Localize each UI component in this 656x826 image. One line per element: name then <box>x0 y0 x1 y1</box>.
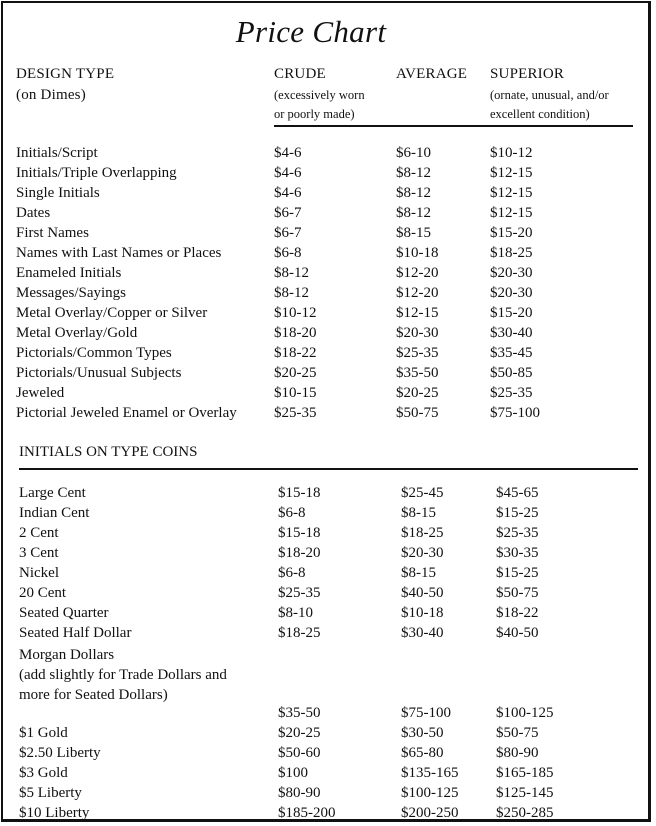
average-price: $10-18 <box>396 245 439 261</box>
crude-header: CRUDE <box>274 66 326 82</box>
crude-price: $18-20 <box>274 325 317 341</box>
table-row <box>0 285 656 305</box>
design-name: Single Initials <box>16 185 100 201</box>
average-price: $12-20 <box>396 285 439 301</box>
table-row <box>0 525 656 545</box>
table-row <box>0 385 656 405</box>
table-row <box>0 765 656 785</box>
coin-name: Seated Quarter <box>19 605 109 621</box>
superior-price: $15-25 <box>496 505 539 521</box>
table-row <box>0 265 656 285</box>
crude-price: $4-6 <box>274 185 302 201</box>
average-price: $12-20 <box>396 265 439 281</box>
coin-name: Large Cent <box>19 485 86 501</box>
coin-name: 20 Cent <box>19 585 67 601</box>
superior-price: $30-35 <box>496 545 539 561</box>
table-row <box>0 645 656 725</box>
design-type-subheader: (on Dimes) <box>16 87 86 103</box>
type-coins-table <box>0 485 656 825</box>
crude-price: $4-6 <box>274 165 302 181</box>
crude-price: $185-200 <box>278 805 336 821</box>
table-row <box>0 165 656 185</box>
header-divider <box>274 125 633 127</box>
coin-name-note-line: more for Seated Dollars) <box>19 687 168 703</box>
crude-price: $25-35 <box>274 405 317 421</box>
coin-name: Seated Half Dollar <box>19 625 132 641</box>
average-price: $6-10 <box>396 145 431 161</box>
superior-price: $50-85 <box>490 365 533 381</box>
average-price: $30-40 <box>401 625 444 641</box>
design-name: Pictorial Jeweled Enamel or Overlay <box>16 405 237 421</box>
crude-subheader-line2: or poorly made) <box>274 107 355 121</box>
superior-price: $15-25 <box>496 565 539 581</box>
average-price: $8-12 <box>396 205 431 221</box>
crude-price: $80-90 <box>278 785 321 801</box>
superior-price: $40-50 <box>496 625 539 641</box>
table-row <box>0 485 656 505</box>
superior-price: $250-285 <box>496 805 554 821</box>
table-row <box>0 625 656 645</box>
design-name: Dates <box>16 205 51 221</box>
average-price: $20-25 <box>396 385 439 401</box>
crude-price: $6-7 <box>274 225 302 241</box>
design-name: Initials/Triple Overlapping <box>16 165 177 181</box>
average-price: $200-250 <box>401 805 459 821</box>
average-price: $65-80 <box>401 745 444 761</box>
design-name: Initials/Script <box>16 145 98 161</box>
crude-price: $18-25 <box>278 625 321 641</box>
crude-price: $4-6 <box>274 145 302 161</box>
superior-price: $20-30 <box>490 265 533 281</box>
table-row <box>0 605 656 625</box>
crude-price: $100 <box>278 765 308 781</box>
table-row <box>0 305 656 325</box>
table-row <box>0 365 656 385</box>
average-price: $40-50 <box>401 585 444 601</box>
table-row <box>0 505 656 525</box>
design-name: Pictorials/Unusual Subjects <box>16 365 182 381</box>
design-name: Jeweled <box>16 385 65 401</box>
crude-price: $8-10 <box>278 605 313 621</box>
design-name: Names with Last Names or Places <box>16 245 222 261</box>
table-row <box>0 405 656 425</box>
crude-price: $10-12 <box>274 305 317 321</box>
crude-price: $8-12 <box>274 285 309 301</box>
table-row <box>0 545 656 565</box>
superior-price: $50-75 <box>496 725 539 741</box>
average-header: AVERAGE <box>396 66 468 82</box>
superior-price: $12-15 <box>490 185 533 201</box>
crude-price: $8-12 <box>274 265 309 281</box>
superior-price: $30-40 <box>490 325 533 341</box>
coin-name: Indian Cent <box>19 505 90 521</box>
coin-name: $1 Gold <box>19 725 68 741</box>
superior-price: $100-125 <box>496 705 554 721</box>
crude-subheader-line1: (excessively worn <box>274 88 365 102</box>
average-price: $10-18 <box>401 605 444 621</box>
superior-price: $10-12 <box>490 145 533 161</box>
table-row <box>0 345 656 365</box>
design-type-header: DESIGN TYPE <box>16 66 115 82</box>
average-price: $100-125 <box>401 785 459 801</box>
average-price: $8-15 <box>401 565 436 581</box>
superior-price: $165-185 <box>496 765 554 781</box>
superior-price: $15-20 <box>490 305 533 321</box>
average-price: $8-15 <box>401 505 436 521</box>
crude-price: $20-25 <box>278 725 321 741</box>
table-row <box>0 725 656 745</box>
design-name: Metal Overlay/Gold <box>16 325 138 341</box>
superior-price: $18-25 <box>490 245 533 261</box>
average-price: $35-50 <box>396 365 439 381</box>
crude-price: $20-25 <box>274 365 317 381</box>
average-price: $18-25 <box>401 525 444 541</box>
superior-price: $35-45 <box>490 345 533 361</box>
crude-price: $35-50 <box>278 705 321 721</box>
average-price: $8-12 <box>396 165 431 181</box>
design-name: Enameled Initials <box>16 265 122 281</box>
average-price: $135-165 <box>401 765 459 781</box>
superior-subheader-line1: (ornate, unusual, and/or <box>490 88 609 102</box>
section-divider <box>19 468 638 470</box>
superior-price: $80-90 <box>496 745 539 761</box>
table-row <box>0 585 656 605</box>
crude-price: $18-22 <box>274 345 317 361</box>
crude-price: $6-8 <box>278 505 306 521</box>
table-row <box>0 245 656 265</box>
crude-price: $6-7 <box>274 205 302 221</box>
superior-price: $12-15 <box>490 165 533 181</box>
design-name: First Names <box>16 225 89 241</box>
page-title: Price Chart <box>235 14 387 49</box>
superior-price: $25-35 <box>496 525 539 541</box>
coin-name: 2 Cent <box>19 525 59 541</box>
average-price: $75-100 <box>401 705 451 721</box>
coin-name-line: Morgan Dollars <box>19 647 115 663</box>
superior-price: $12-15 <box>490 205 533 221</box>
table-row <box>0 145 656 165</box>
table-row <box>0 785 656 805</box>
design-name: Messages/Sayings <box>16 285 126 301</box>
table-row <box>0 745 656 765</box>
table-row <box>0 565 656 585</box>
table-row <box>0 205 656 225</box>
average-price: $12-15 <box>396 305 439 321</box>
design-name: Pictorials/Common Types <box>16 345 172 361</box>
crude-price: $6-8 <box>278 565 306 581</box>
crude-price: $18-20 <box>278 545 321 561</box>
crude-price: $50-60 <box>278 745 321 761</box>
superior-price: $125-145 <box>496 785 554 801</box>
table-row <box>0 185 656 205</box>
average-price: $20-30 <box>401 545 444 561</box>
crude-price: $25-35 <box>278 585 321 601</box>
type-coins-section-title: INITIALS ON TYPE COINS <box>19 444 198 460</box>
superior-subheader-line2: excellent condition) <box>490 107 590 121</box>
coin-name-note-line: (add slightly for Trade Dollars and <box>19 667 227 683</box>
coin-name <box>19 645 227 705</box>
coin-name: $5 Liberty <box>19 785 82 801</box>
superior-price: $18-22 <box>496 605 539 621</box>
crude-price: $15-18 <box>278 485 321 501</box>
coin-name: Nickel <box>19 565 59 581</box>
coin-name: $3 Gold <box>19 765 68 781</box>
superior-price: $25-35 <box>490 385 533 401</box>
average-price: $25-35 <box>396 345 439 361</box>
average-price: $25-45 <box>401 485 444 501</box>
average-price: $8-15 <box>396 225 431 241</box>
table-row <box>0 325 656 345</box>
superior-price: $20-30 <box>490 285 533 301</box>
superior-price: $75-100 <box>490 405 540 421</box>
average-price: $8-12 <box>396 185 431 201</box>
crude-price: $15-18 <box>278 525 321 541</box>
coin-name: $10 Liberty <box>19 805 90 821</box>
coin-name: 3 Cent <box>19 545 59 561</box>
average-price: $30-50 <box>401 725 444 741</box>
average-price: $20-30 <box>396 325 439 341</box>
superior-price: $50-75 <box>496 585 539 601</box>
superior-price: $45-65 <box>496 485 539 501</box>
average-price: $50-75 <box>396 405 439 421</box>
crude-price: $6-8 <box>274 245 302 261</box>
design-name: Metal Overlay/Copper or Silver <box>16 305 208 321</box>
superior-price: $15-20 <box>490 225 533 241</box>
table-row <box>0 225 656 245</box>
coin-name: $2.50 Liberty <box>19 745 101 761</box>
dimes-table <box>0 145 656 425</box>
table-row <box>0 805 656 825</box>
crude-price: $10-15 <box>274 385 317 401</box>
superior-header: SUPERIOR <box>490 66 565 82</box>
